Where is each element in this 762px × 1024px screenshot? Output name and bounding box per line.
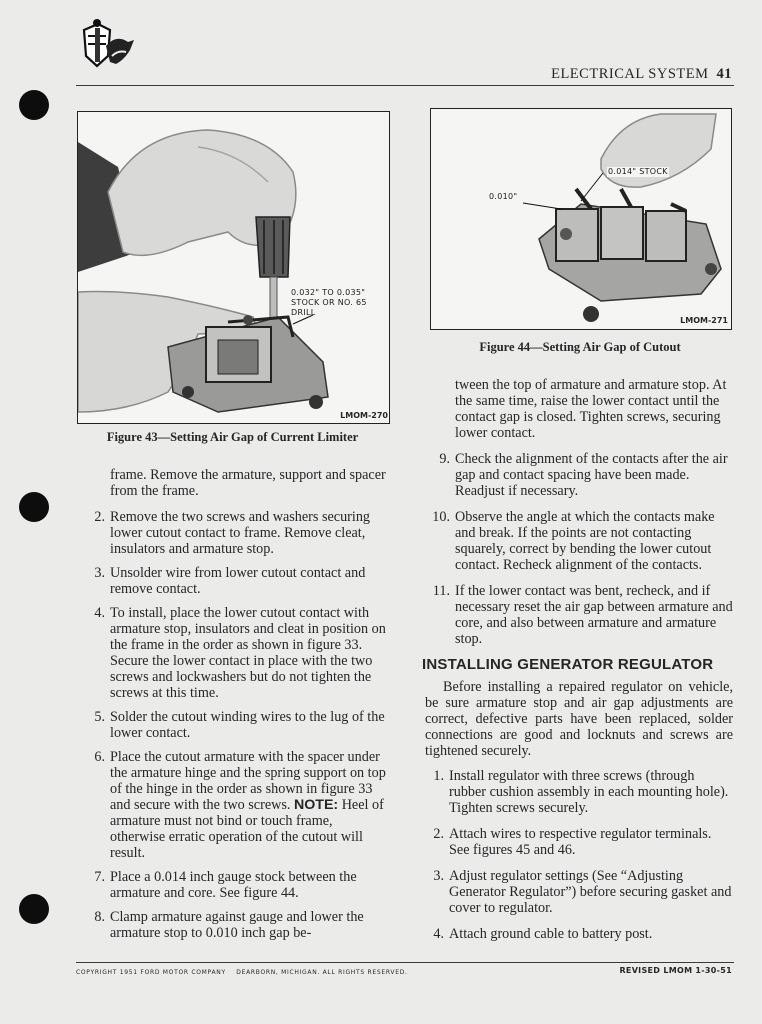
- step-text: Observe the angle at which the contacts make and break. If the points are not contacting squarely, correct by bending the lower cutout contact. Recheck alignment of the contacts.: [455, 509, 715, 573]
- figure-44-code: LMOM-271: [680, 316, 728, 325]
- step-number: 4.: [433, 926, 444, 942]
- step-number: 7.: [94, 869, 105, 885]
- step-text: Unsolder wire from lower cutout contact and remove contact.: [110, 565, 366, 597]
- step-3: [94, 565, 390, 597]
- figure-44-gap-callout: 0.010": [489, 192, 518, 201]
- step-text-note: Heel of armature must not bind or touch frame, otherwise erratic operation of the cutout will result.: [110, 797, 384, 861]
- figure-44-caption: Figure 44—Setting Air Gap of Cutout: [479, 340, 681, 354]
- page-number: 41: [716, 66, 732, 82]
- step-text: Check the alignment of the contacts after the air gap and contact spacing have been made. Readjust if necessary.: [455, 451, 728, 499]
- figure-43-callout: [291, 288, 367, 318]
- step-11: [432, 583, 733, 647]
- intro-paragraph: Before installing a repaired regulator on vehicle, be sure armature stop and air gap adjustments are correct, defective parts have been replaced, solder connections are good and locknuts and screws are tightened securely.: [425, 679, 733, 759]
- running-header: [551, 66, 732, 83]
- step-number: 8.: [94, 909, 105, 925]
- step-text: Place the cutout armature with the spacer under the armature hinge and the spring support on top of the hinge in the order as shown in figure 33 and secure with the two screws.: [110, 749, 386, 813]
- install-step-1: [433, 768, 733, 816]
- step-number: 3.: [94, 565, 105, 581]
- section-title: ELECTRICAL SYSTEM: [551, 66, 709, 82]
- binder-hole-top: [19, 90, 49, 120]
- header-rule: [76, 85, 734, 86]
- step-text: Place a 0.014 inch gauge stock between the armature and core. See figure 44.: [110, 869, 357, 901]
- step-number: 1.: [433, 768, 444, 784]
- step-text: Attach ground cable to battery post.: [449, 926, 653, 942]
- install-step-3: [433, 868, 733, 916]
- step-text: Solder the cutout winding wires to the lug of the lower contact.: [110, 709, 385, 741]
- step-text: To install, place the lower cutout contact with armature stop, insulators and cleat in position on the frame in the order as shown in figure 33. Secure the lower contact in place with the two screws and lockwashers but do not tighten the screws at this time.: [110, 605, 386, 701]
- step-text: Adjust regulator settings (See “Adjusting Generator Regulator”) before securing gasket and cover to regulator.: [449, 868, 732, 916]
- step-number: 2.: [433, 826, 444, 842]
- footer-rule: [76, 962, 734, 963]
- step-number: 10.: [432, 509, 450, 525]
- left-continuation: frame. Remove the armature, support and spacer from the frame.: [110, 467, 386, 499]
- step-text: Remove the two screws and washers securing lower cutout contact to frame. Remove cleat, insulators and armature stop.: [110, 509, 371, 557]
- callout-line-1: 0.032" TO 0.035": [291, 288, 366, 297]
- step-10: [432, 509, 733, 573]
- step-8: [94, 909, 390, 941]
- right-text-column: [422, 377, 733, 952]
- step-number: 9.: [439, 451, 450, 467]
- binder-hole-bottom: [19, 894, 49, 924]
- step-number: 5.: [94, 709, 105, 725]
- binder-hole-middle: [19, 492, 49, 522]
- install-step-2: [433, 826, 733, 858]
- figure-44-photo: [430, 108, 732, 330]
- step-9: [439, 451, 733, 499]
- figure-43-photo: [77, 111, 390, 424]
- right-continuation: tween the top of armature and armature stop. At the same time, raise the lower contact until the contact gap is closed. Tighten screws, securing lower contact.: [455, 377, 727, 441]
- section-heading: INSTALLING GENERATOR REGULATOR: [422, 656, 714, 673]
- step-number: 4.: [94, 605, 105, 621]
- step-7: [94, 869, 390, 901]
- step-number: 6.: [94, 749, 105, 765]
- copyright-notice: COPYRIGHT 1951 FORD MOTOR COMPANY DEARBORN, MICHIGAN. ALL RIGHTS RESERVED.: [76, 969, 408, 976]
- note-label: NOTE:: [294, 797, 339, 813]
- ford-crest-logo: [76, 16, 138, 76]
- step-2: [94, 509, 390, 557]
- callout-line-2: STOCK OR NO. 65: [291, 298, 367, 307]
- figure-44-stock-callout: 0.014" STOCK: [608, 167, 668, 176]
- left-text-column: [94, 467, 390, 949]
- step-number: 3.: [433, 868, 444, 884]
- step-text: Clamp armature against gauge and lower the armature stop to 0.010 inch gap be-: [110, 909, 364, 941]
- figure-43-code: LMOM-270: [340, 411, 388, 420]
- step-text: Attach wires to respective regulator terminals. See figures 45 and 46.: [449, 826, 712, 858]
- step-number: 11.: [432, 583, 450, 599]
- step-4: [94, 605, 390, 701]
- callout-line-3: DRILL: [291, 308, 316, 317]
- step-5: [94, 709, 390, 741]
- step-text: If the lower contact was bent, recheck, and if necessary reset the air gap between armature and core, and also between armature and armature stop.: [455, 583, 733, 647]
- figure-43-caption: Figure 43—Setting Air Gap of Current Limiter: [106, 430, 359, 444]
- step-number: 2.: [94, 509, 105, 525]
- step-6: [94, 749, 390, 861]
- install-step-4: [433, 926, 733, 942]
- revision-notice: REVISED LMOM 1-30-51: [619, 966, 732, 975]
- step-text: Install regulator with three screws (through rubber cushion assembly in each mounting hole). Tighten screws securely.: [449, 768, 729, 816]
